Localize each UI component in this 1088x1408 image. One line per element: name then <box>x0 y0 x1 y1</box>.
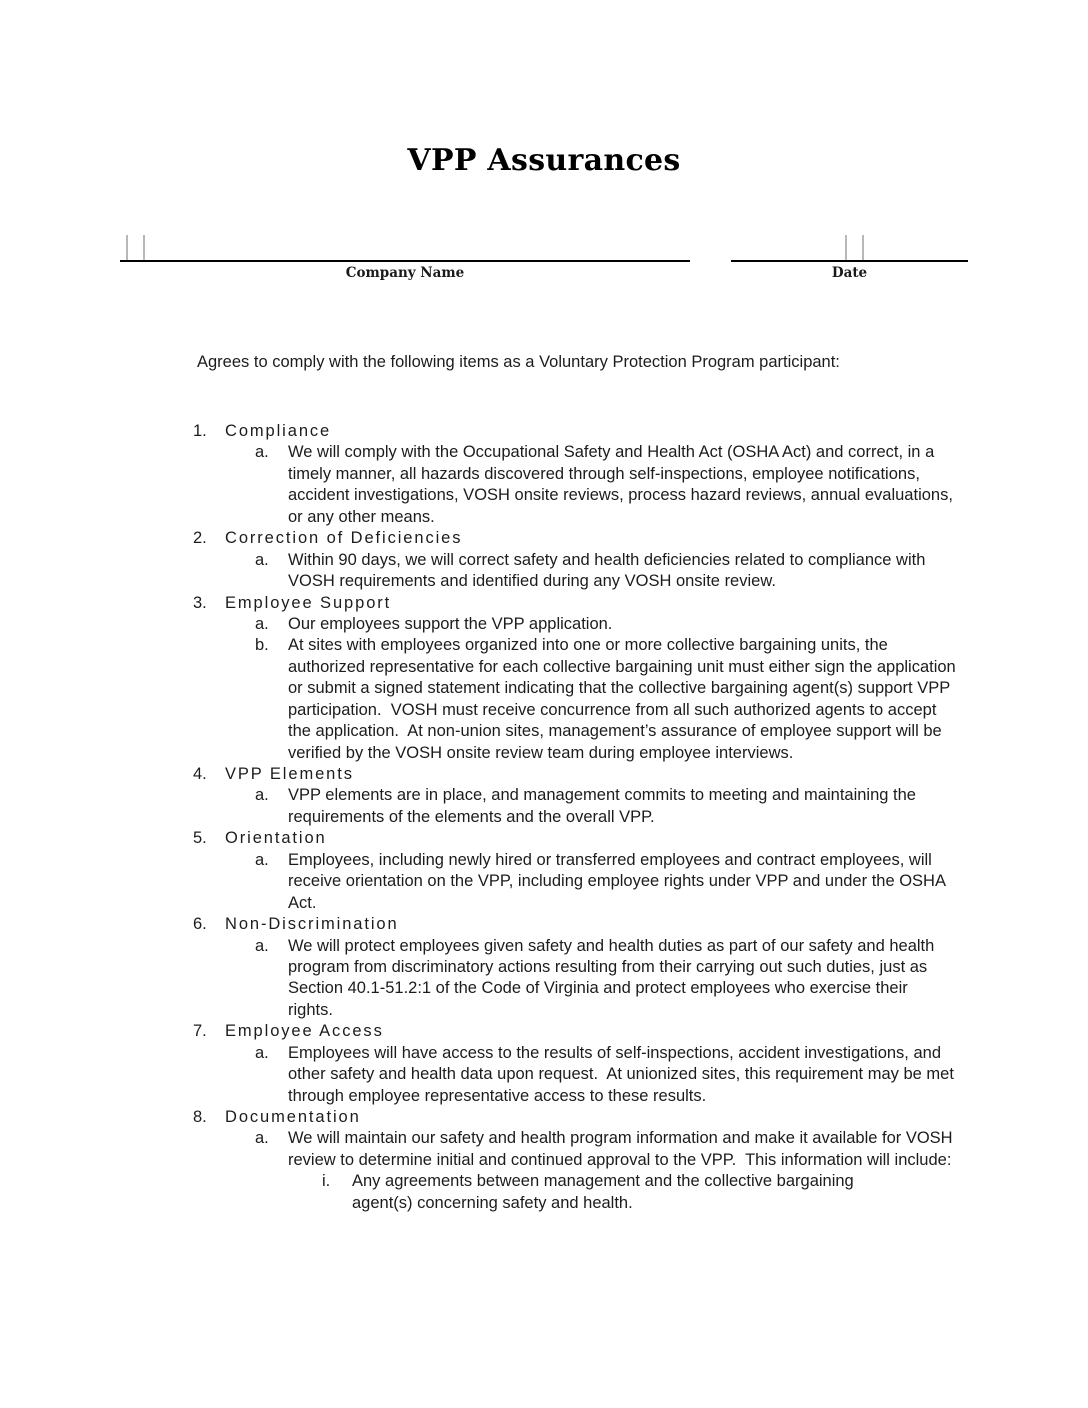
list-item <box>193 593 983 765</box>
item-heading: Non-Discrimination <box>225 915 399 934</box>
item-number: 4. <box>193 765 207 783</box>
subsubitem-marker: i. <box>322 1172 331 1191</box>
subitem-row <box>255 1128 983 1171</box>
subitem-text: Within 90 days, we will correct safety and health deficiencies related to compliance with VOSH requirements and identified during any VOSH onsite review. <box>288 550 930 591</box>
company-name-field[interactable] <box>120 232 690 281</box>
subitem-marker: a. <box>255 936 269 955</box>
list-item <box>193 528 983 592</box>
item-heading: Employee Access <box>225 1022 384 1041</box>
list-item <box>193 1107 983 1214</box>
date-field[interactable] <box>731 232 968 281</box>
subitem-row <box>255 442 983 528</box>
list-item <box>193 421 983 528</box>
item-number: 1. <box>193 422 207 440</box>
item-heading-row <box>193 828 983 849</box>
item-heading-row <box>193 593 983 614</box>
date-label: Date <box>831 265 868 281</box>
item-number: 8. <box>193 1108 207 1126</box>
item-heading: Compliance <box>225 422 332 440</box>
company-name-label: Company Name <box>345 265 465 281</box>
item-heading-row <box>193 764 983 785</box>
list-item <box>193 914 983 1021</box>
subitem-text: VPP elements are in place, and management commits to meeting and maintaining the requirements of the elements and the overall VPP. <box>288 786 921 826</box>
date-signature-line[interactable] <box>731 232 968 262</box>
subitem-marker: a. <box>255 1043 269 1062</box>
item-heading-row <box>193 421 983 442</box>
item-heading-row <box>193 1107 983 1128</box>
item-heading: Orientation <box>225 829 327 848</box>
subitem-row <box>255 785 983 828</box>
form-field-tick <box>143 235 145 260</box>
subitem-text: We will protect employees given safety and health duties as part of our safety and health program from discriminatory actions resulting from their carrying out such duties, just as Section 40.1-51.2:1 of the Code of Virginia and protect employees who exercise their rights. <box>288 936 939 1019</box>
item-number: 7. <box>193 1022 207 1041</box>
subitem-row <box>255 850 983 914</box>
item-heading: Employee Support <box>225 593 392 612</box>
subitem-row <box>255 936 983 1022</box>
item-number: 5. <box>193 829 207 848</box>
item-number: 3. <box>193 593 207 612</box>
form-field-tick <box>126 235 128 260</box>
assurance-list <box>193 421 983 1214</box>
form-field-tick <box>845 235 847 260</box>
subitem-row <box>255 614 983 635</box>
company-name-signature-line[interactable] <box>120 232 690 262</box>
subitem-text: Our employees support the VPP application. <box>288 614 613 633</box>
subsubitem-text: Any agreements between management and the collective bargaining agent(s) concerning safety and health. <box>352 1172 859 1212</box>
item-heading-row <box>193 914 983 935</box>
intro-paragraph: Agrees to comply with the following items as a Voluntary Protection Program participant: <box>197 353 840 371</box>
item-heading: VPP Elements <box>225 765 354 783</box>
subitem-row <box>255 1043 983 1107</box>
subitem-marker: a. <box>255 550 269 569</box>
subitem-marker: a. <box>255 786 269 805</box>
item-heading: Documentation <box>225 1108 361 1126</box>
item-heading: Correction of Deficiencies <box>225 529 463 548</box>
page-title: VPP Assurances <box>407 143 681 178</box>
form-field-tick <box>862 235 864 260</box>
subitem-row <box>255 635 983 764</box>
subitem-text: We will maintain our safety and health program information and make it available for VOSH review to determine initial and continued approval to the VPP. This information will include: <box>288 1129 958 1169</box>
subitem-text: At sites with employees organized into one or more collective bargaining units, the authorized representative for each collective bargaining unit must either sign the application or submit a signed statement indicating that the collective bargaining agent(s) support VPP participation. VOSH must receive concurrence from all such authorized agents to accept the application. At non-union sites, management’s assurance of employee support will be verified by the VOSH onsite review team during employee interviews. <box>288 636 961 762</box>
subitem-row <box>255 550 983 593</box>
list-item <box>193 828 983 914</box>
subitem-text: Employees will have access to the results of self-inspections, accident investigations, and other safety and health data upon request. At unionized sites, this requirement may be met through employee representative access to these results. <box>288 1043 959 1105</box>
item-number: 6. <box>193 915 207 934</box>
item-heading-row <box>193 528 983 549</box>
subitem-marker: a. <box>255 1129 269 1148</box>
item-heading-row <box>193 1021 983 1042</box>
subitem-marker: a. <box>255 614 269 633</box>
subitem-text: We will comply with the Occupational Safety and Health Act (OSHA Act) and correct, in a timely manner, all hazards discovered through self-inspections, employee notifications, accident investigations, VOSH onsite reviews, process hazard reviews, annual evaluations, or any other means. <box>288 443 958 526</box>
subitem-marker: a. <box>255 443 269 462</box>
list-item <box>193 1021 983 1107</box>
subitem-marker: b. <box>255 636 269 655</box>
item-number: 2. <box>193 529 207 548</box>
subsubitem-row <box>322 1171 983 1214</box>
list-item <box>193 764 983 828</box>
subitem-text: Employees, including newly hired or transferred employees and contract employees, will receive orientation on the VPP, including employee rights under VPP and under the OSHA Act. <box>288 850 949 912</box>
subitem-marker: a. <box>255 850 269 869</box>
